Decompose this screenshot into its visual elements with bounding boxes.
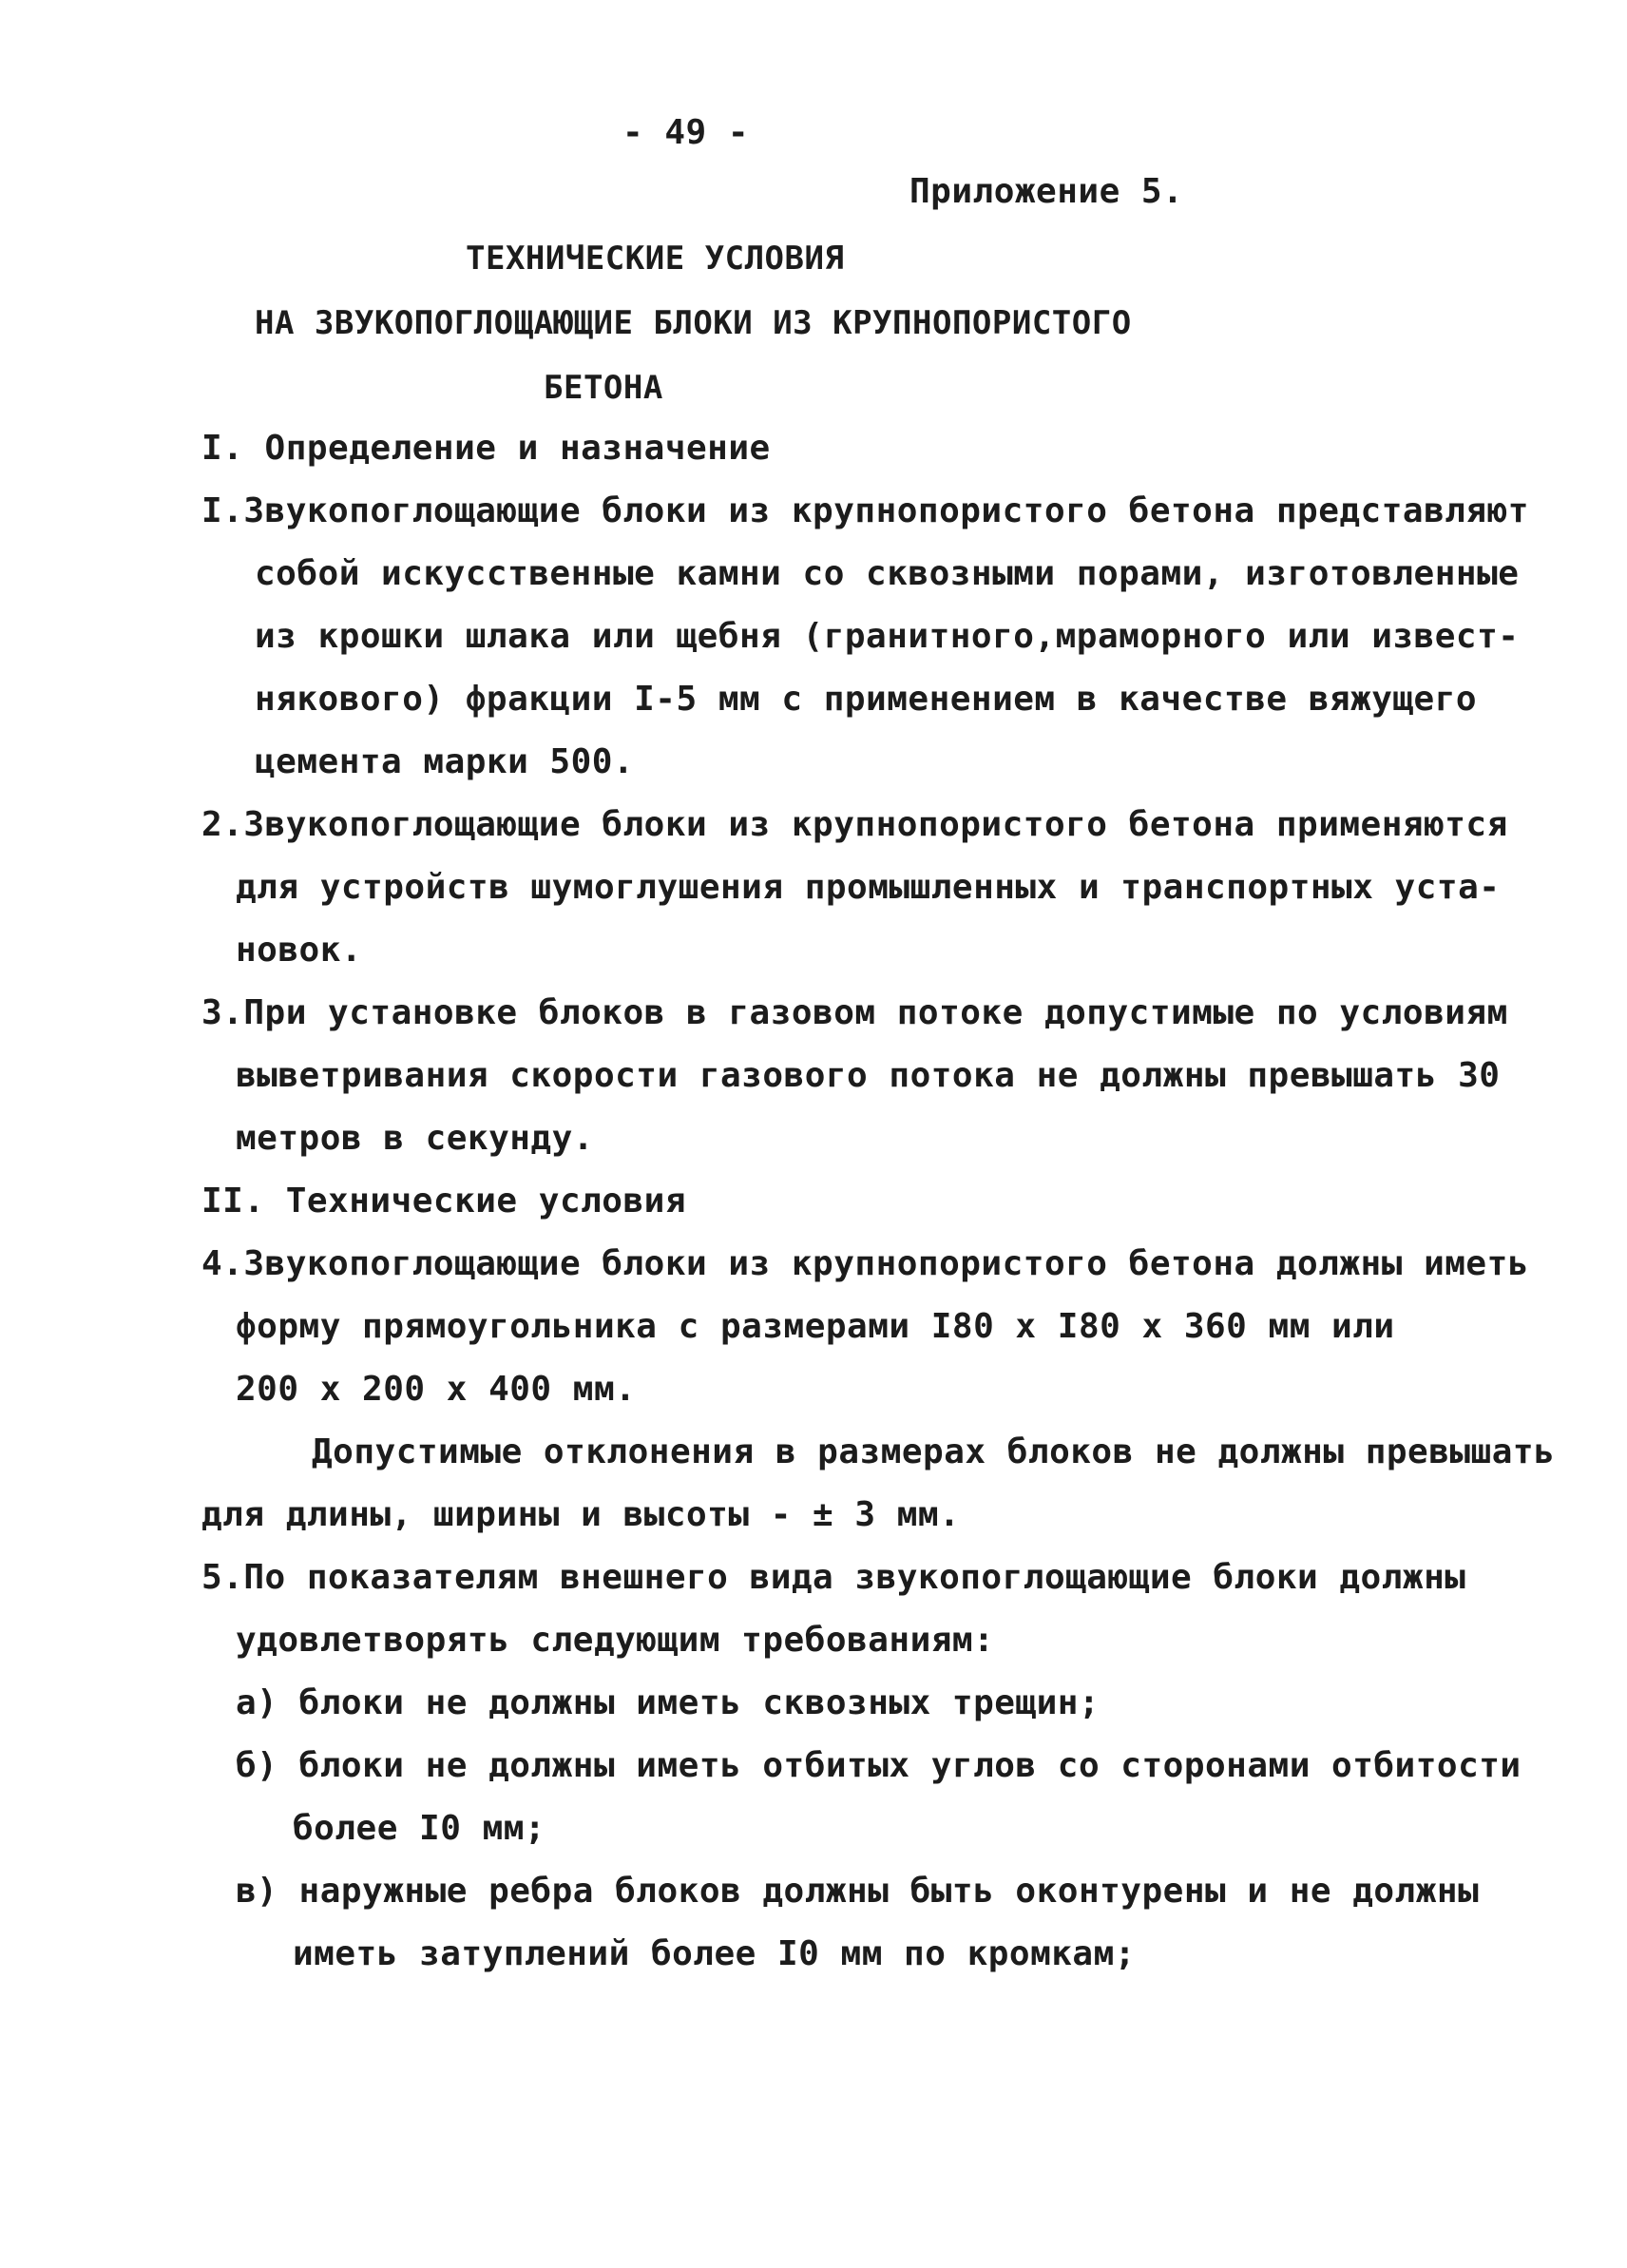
item-5-line-1: 5.По показателям внешнего вида звукопоглощающие блоки должны	[201, 1558, 1466, 1597]
section-1-heading: I. Определение и назначение	[201, 429, 771, 468]
item-1-line-2: собой искусственные камни со сквозными порами, изготовленные	[255, 554, 1520, 593]
item-1-line-1: I.Звукопоглощающие блоки из крупнопористого бетона представляют	[201, 491, 1529, 530]
tolerance-line-1: Допустимые отклонения в размерах блоков не должны превышать	[312, 1432, 1556, 1471]
section-2-heading: II. Технические условия	[201, 1182, 686, 1220]
item-1-line-5: цемента марки 500.	[255, 742, 635, 781]
item-5-sub-c-line-2: иметь затуплений более I0 мм по кромкам;	[293, 1934, 1136, 1973]
item-2-line-1: 2.Звукопоглощающие блоки из крупнопористого бетона применяются	[201, 805, 1508, 844]
item-3-line-3: метров в секунду.	[236, 1119, 594, 1158]
item-5-sub-c-line-1: в) наружные ребра блоков должны быть оконтурены и не должны	[236, 1872, 1480, 1911]
title-line-2: НА ЗВУКОПОГЛОЩАЮЩИЕ БЛОКИ ИЗ КРУПНОПОРИСТОГО	[255, 304, 1132, 342]
item-2-line-3: новок.	[236, 931, 363, 970]
item-5-sub-b-line-2: более I0 мм;	[293, 1809, 546, 1848]
appendix-label: Приложение 5.	[909, 172, 1184, 211]
page-number: - 49 -	[622, 113, 750, 152]
item-1-line-4: някового) фракции I-5 мм с применением в качестве вяжущего	[255, 680, 1478, 719]
item-2-line-2: для устройств шумоглушения промышленных и транспортных уста-	[236, 868, 1501, 907]
item-5-sub-b-line-1: б) блоки не должны иметь отбитых углов со сторонами отбитости	[236, 1746, 1522, 1785]
item-3-line-1: 3.При установке блоков в газовом потоке допустимые по условиям	[201, 993, 1508, 1032]
item-1-line-3: из крошки шлака или щебня (гранитного,мраморного или извест-	[255, 617, 1520, 656]
title-line-3: БЕТОНА	[544, 369, 663, 407]
item-5-sub-a: а) блоки не должны иметь сквозных трещин;	[236, 1683, 1101, 1722]
item-5-line-2: удовлетворять следующим требованиям:	[236, 1621, 995, 1660]
item-3-line-2: выветривания скорости газового потока не должны превышать 30	[236, 1056, 1501, 1095]
item-4-line-2: форму прямоугольника с размерами I80 x I80 x 360 мм или	[236, 1307, 1395, 1346]
tolerance-line-2: для длины, ширины и высоты - ± 3 мм.	[201, 1495, 961, 1534]
title-line-1: ТЕХНИЧЕСКИЕ УСЛОВИЯ	[466, 240, 845, 278]
item-4-line-1: 4.Звукопоглощающие блоки из крупнопористого бетона должны иметь	[201, 1244, 1529, 1283]
item-4-line-3: 200 x 200 x 400 мм.	[236, 1370, 637, 1409]
